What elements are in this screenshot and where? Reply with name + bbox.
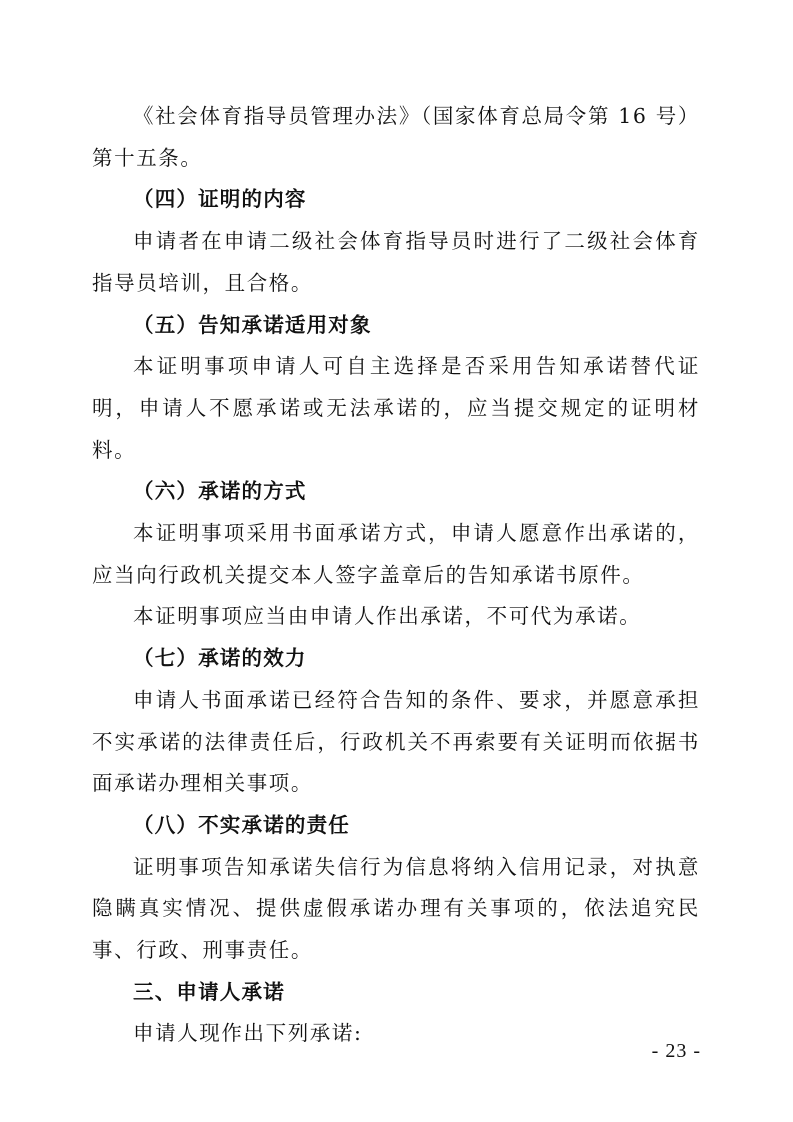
heading-false-commitment-liability: （八）不实承诺的责任 (133, 812, 350, 837)
paragraph-legal-basis: 《社会体育指导员管理办法》（国家体育总局令第 16 号）第十五条。 (92, 104, 700, 170)
heading-applicant-commitment: 三、申请人承诺 (133, 979, 285, 1004)
page-number: - 23 - (651, 1040, 701, 1062)
paragraph-proof-content: 申请者在申请二级社会体育指导员时进行了二级社会体育指导员培训，且合格。 (92, 229, 700, 295)
paragraph-applicant-statement: 申请人现作出下列承诺: (133, 1021, 363, 1046)
heading-proof-content: （四）证明的内容 (133, 187, 307, 212)
paragraph-no-proxy: 本证明事项应当由申请人作出承诺，不可代为承诺。 (133, 604, 642, 629)
heading-commitment-method: （六）承诺的方式 (133, 479, 307, 504)
heading-applicable-objects: （五）告知承诺适用对象 (133, 312, 372, 337)
paragraph-commitment-effect: 申请人书面承诺已经符合告知的条件、要求，并愿意承担不实承诺的法律责任后，行政机关不再索要有关证明而依据书面承诺办理相关事项。 (92, 687, 700, 796)
document-body (92, 96, 700, 1055)
paragraph-commitment-method: 本证明事项采用书面承诺方式，申请人愿意作出承诺的，应当向行政机关提交本人签字盖章后的告知承诺书原件。 (92, 521, 700, 587)
paragraph-false-commitment-liability: 证明事项告知承诺失信行为信息将纳入信用记录，对执意隐瞒真实情况、提供虚假承诺办理有关事项的，依法追究民事、行政、刑事责任。 (92, 854, 700, 963)
paragraph-applicable-objects: 本证明事项申请人可自主选择是否采用告知承诺替代证明，申请人不愿承诺或无法承诺的，应当提交规定的证明材料。 (92, 354, 700, 462)
heading-commitment-effect: （七）承诺的效力 (133, 646, 307, 671)
